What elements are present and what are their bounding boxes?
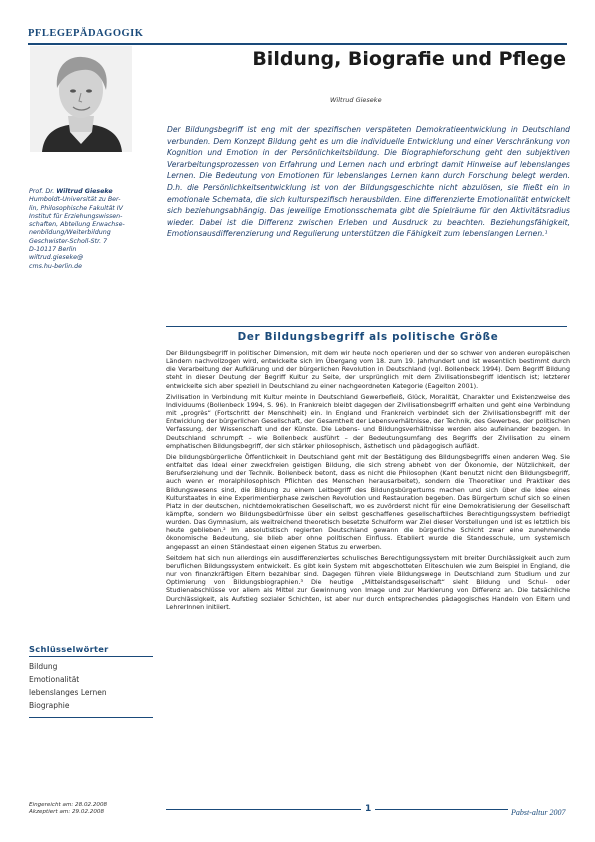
address-line: Institut für Erziehungswissen- xyxy=(29,212,123,220)
article-abstract: Der Bildungsbegriff ist eng mit der spezifischen verspäteten Demokratieentwicklung in Deutschland verbunden. Dem Konzept Bildung geht es um die individuelle Entwicklung und einer Verschränkung von Kognition und Emotion in der Persönlichkeitsbildung. Die Biographieforschung geht den subjektiven Verarbeitungsprozessen von Erfahrung und Lernen nach und erbringt damit Hinweise auf lebenslanges Lernen. Die Bedeutung von Emotionen für lebenslanges Lernen kann durch Forschung belegt werden. D.h. die Persönlichkeitsentwicklung ist von der Bildungsgeschichte nicht abzulösen, sie fließt ein in emotionale Schemata, die sich kulturspezifisch herausbilden. Eine differenzierte Emotionalität entwickelt sich beziehungsabhängig. Das jeweilige Emotionsschemata gibt die Spielräume für den Aktivitätsradius wieder. Dabei ist die Differenz zwischen Erleben und Ausdruck zu beachten. Beziehungsfähigkeit, Emotionsausdifferenzierung und Regulierung unterstützen die Fähigkeit zum lebenslangen Lernen.¹ xyxy=(167,125,570,239)
keyword-item: Bildung xyxy=(29,662,58,671)
body-paragraph: Die bildungsbürgerliche Öffentlichkeit in Deutschland geht mit der Bestätigung des Bildungsbegriffs einen anderen Weg. Sie entfaltet das Ideal einer zweckfreien geistigen Bildung, die sich streng abhebt von der Ökonomie, der Nützlichkeit, der Berufserziehung und der Technik. Bollenbeck betont, dass es nicht die Philosophen (Kant benutzt nicht den Bildungsbegriff, auch wenn er moralphilosophisch Pflichten des Menschen herausarbeitet), sondern die Theoretiker und Praktiker des Bildungswesens sind, die Bildung zu einem Leitbegriff des Bildungsbürgertums machen und sich über die Idee eines Kulturstaates in eine Experimentierphase zwischen Revolution und Restauration begeben. Das Bürgertum schuf sich so einen Platz in der deutschen, nichtdemokratischen Gesellschaft, wo es zuvörderst nicht für eine Demokratisierung der Gesellschaft kämpfte, sondern wo Bildungsbedürfnisse über ein selbst geschaffenes gesellschaftliches Berechtigungssystem befriedigt wurden. Das Gymnasium, als weitreichend theoretisch besetzte Schulform war Ziel dieser Vorstellungen und ist es letztlich bis heute geblieben.² Im absolutistisch regierten Deutschland gewann die bürgerliche Schicht zwar eine zunehmende ökonomische Bedeutung, sie blieb aber ohne politischen Einfluss. Etabliert wurde die Standesschule, um systemisch angepasst an einen Ständestaat einen eigenen Status zu erwerben. xyxy=(166,453,570,551)
page-number: 1 xyxy=(361,804,375,814)
address-line: D-10117 Berlin xyxy=(29,246,77,254)
body-paragraph: Seitdem hat sich nun allerdings ein ausdifferenziertes schulisches Berechtigungssystem mit breiter Durchlässigkeit auch zum beruflichen Bildungssystem entwickelt. Es gibt kein System mit abgeschotteten Eliteschulen wie zum Beispiel in England, die nur von finanzkräftigen Eltern bezahlbar sind. Dagegen führen viele Bildungswege in Deutschland zum Studium und zur Optimierung von Bildungsbiographien.³ Die heutige „Mittelstandsgesellschaft“ sieht Bildung und Schul- oder Studienabschlüsse vor allem als Mittel zur Gewinnung von Image und zur Markierung von Differenz an. Die tatsächliche Durchlässigkeit, als Aufstieg sozialer Schichten, ist aber nur durch entsprechendes pädagogisches Handeln von Eltern und LehrerInnen initiiert. xyxy=(166,554,570,611)
address-line: schaften, Abteilung Erwachse- xyxy=(29,221,125,229)
header-rule xyxy=(28,43,567,45)
body-paragraph: Zivilisation in Verbindung mit Kultur meinte in Deutschland Gewerbefleiß, Glück, Moralität, Charakter und Existenzweise des Individuums (Bollenbeck 1994, S. 96). In Frankreich bleibt dagegen der Zivilisationsbegriff erhalten und geht eine Verbindung mit „progrès“ (Fortschritt der Menschheit) ein. In England und Frankreich verbindet sich der Zivilisationsbegriff mit der Entwicklung der bürgerlichen Gesellschaft, der Gesamtheit der Lebensverhältnisse, der Technik, des Gewerbes, der politischen Verfassung, der Wissenschaft und der Künste. Die Lebens- und Bildungsverhältnisse werden also aufeinander bezogen. In Deutschland schrumpft – wie Bollenbeck ausführt – der Bedeutungsumfang des Begriffs der Zivilisation zu einem emphatischen Bildungsbegriff, der sich stärker philosophisch, ästhetisch und pädagogisch auflädt. xyxy=(166,393,570,450)
keyword-item: lebenslanges Lernen xyxy=(29,688,107,697)
keyword-item: Biographie xyxy=(29,701,70,710)
keywords-heading: Schlüsselwörter xyxy=(29,644,109,654)
address-email[interactable]: wiltrud.gieseke@ xyxy=(29,254,84,262)
accepted-date: Akzeptiert am: 29.02.2008 xyxy=(29,809,105,816)
body-paragraph: Der Bildungsbegriff in politischer Dimension, mit dem wir heute noch operieren und der so schwer von anderen europäischen Ländern nachvollzogen wird, entwickelte sich im Übergang vom 18. zum 19. Jahrhundert und ist wesentlich bestimmt durch die Verarbeitung der Aufklärung und der bürgerlichen Revolution in Deutschland (vgl. Bollenbeck 1994). Dem Begriff Bildung steht in dieser Deutung der Begriff Kultur zu Seite, der ursprünglich mit dem Zivilisationsbegriff identisch ist; letzterer entwickelte sich aber speziell in Deutschland zu einer nachgeordneten Kategorie (Eagelton 2001). xyxy=(166,350,570,390)
address-email[interactable]: cms.hu-berlin.de xyxy=(29,262,82,270)
keywords-rule xyxy=(29,656,153,657)
address-line: nenbildung/Weiterbildung xyxy=(29,229,111,237)
section-rule xyxy=(166,326,567,327)
submission-dates xyxy=(29,802,107,816)
received-date: Eingereicht am: 28.02.2008 xyxy=(29,802,108,808)
article-title: Bildung, Biografie und Pflege xyxy=(252,48,566,70)
journal-issue: Pabst-altur 2007 xyxy=(508,808,568,817)
keywords-list xyxy=(29,660,107,712)
section-heading: Der Bildungsbegriff als politische Größe xyxy=(237,331,499,343)
author-portrait xyxy=(30,46,132,152)
keyword-item: Emotionalität xyxy=(29,675,80,684)
author-name: Wiltrud Gieseke xyxy=(56,188,113,195)
author-title: Prof. Dr. xyxy=(29,188,57,195)
author-address xyxy=(29,188,157,271)
address-line: lin, Philosophische Fakultät IV xyxy=(29,204,123,212)
body-text xyxy=(166,350,570,615)
address-line: Humboldt-Universität zu Ber- xyxy=(29,196,121,204)
keywords-bottom-rule xyxy=(29,717,153,718)
article-author: Wiltrud Gieseke xyxy=(330,96,382,104)
journal-name: PFLEGEPÄDAGOGIK xyxy=(28,28,144,39)
address-line: Geschwister-Scholl-Str. 7 xyxy=(29,237,108,245)
